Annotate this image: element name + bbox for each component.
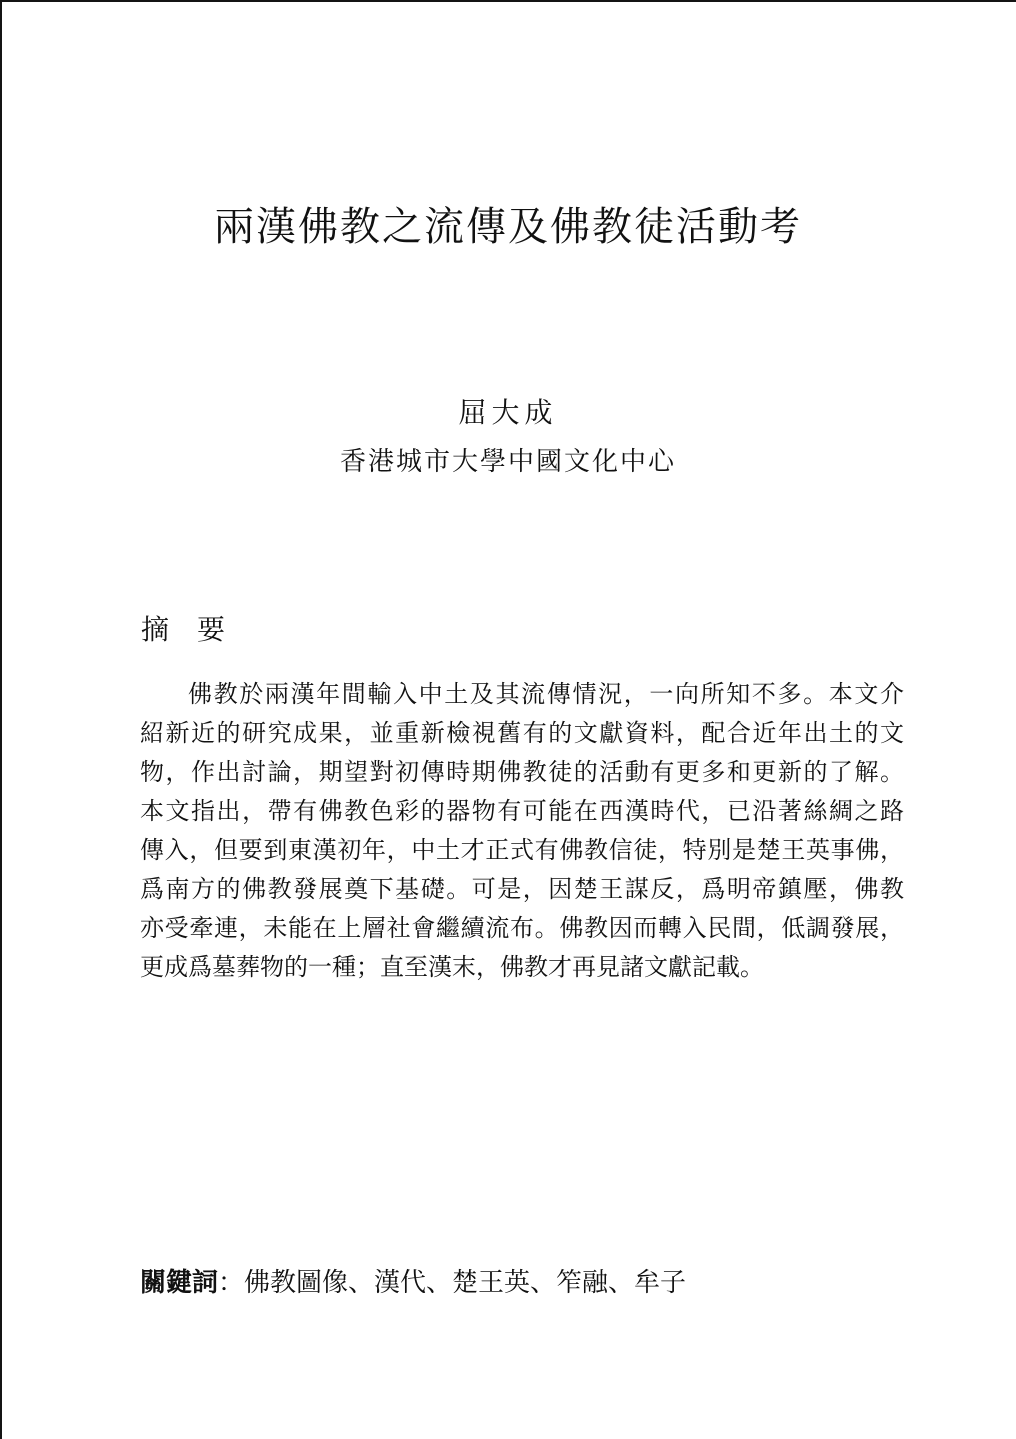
abstract-heading: 摘 要 — [141, 615, 226, 646]
abstract-line: 佛教於兩漢年間輸入中土及其流傳情況，一向所知不多。本文介 — [188, 682, 904, 708]
keywords-list: 佛教圖像、漢代、楚王英、笮融、牟子 — [244, 1268, 687, 1297]
abstract-line: 傳入，但要到東漢初年，中土才正式有佛教信徒，特別是楚王英事佛， — [140, 838, 904, 864]
keywords-line — [140, 1264, 904, 1302]
abstract-paragraph — [140, 676, 904, 988]
abstract-line: 物，作出討論，期望對初傳時期佛教徒的活動有更多和更新的了解。 — [140, 760, 904, 786]
scan-edge-top — [0, 0, 1016, 2]
author-affiliation: 香港城市大學中國文化中心 — [339, 447, 676, 476]
abstract-line: 本文指出，帶有佛教色彩的器物有可能在西漢時代，已沿著絲綢之路 — [140, 799, 904, 825]
abstract-line: 紹新近的研究成果，並重新檢視舊有的文獻資料，配合近年出土的文 — [140, 721, 904, 747]
author-name: 屈大成 — [458, 398, 558, 429]
keywords-separator: ： — [218, 1268, 245, 1297]
abstract-line: 更成爲墓葬物的一種；直至漢末，佛教才再見諸文獻記載。 — [140, 955, 764, 981]
abstract-line: 爲南方的佛教發展奠下基礎。可是，因楚王謀反，爲明帝鎮壓，佛教 — [140, 877, 904, 903]
paper-title: 兩漢佛教之流傳及佛教徒活動考 — [214, 204, 802, 249]
keywords-label: 關鍵詞 — [140, 1268, 219, 1297]
abstract-line: 亦受牽連，未能在上層社會繼續流布。佛教因而轉入民間，低調發展， — [140, 916, 904, 942]
